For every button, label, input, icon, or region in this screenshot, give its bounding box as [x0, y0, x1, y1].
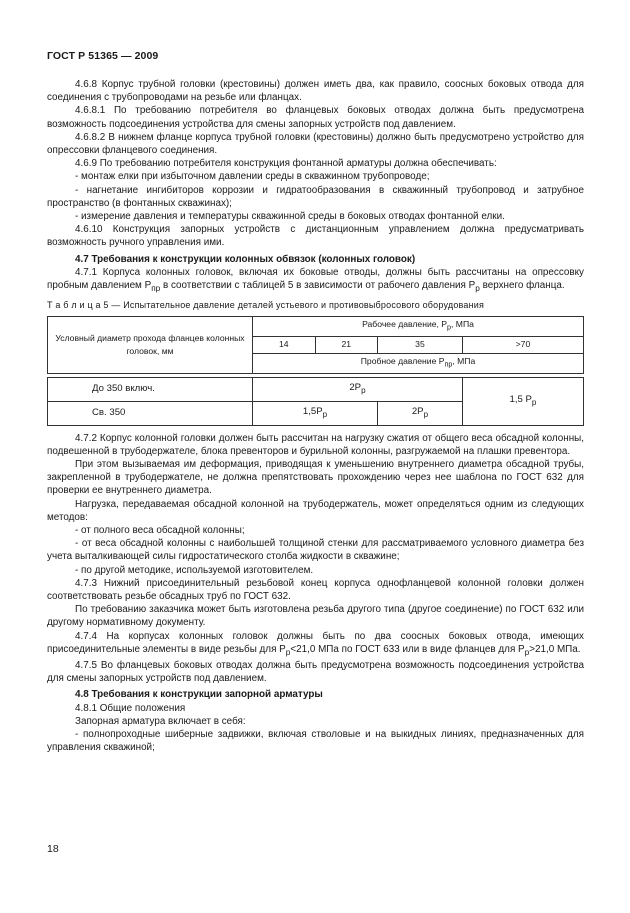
- table-header-cell: >70: [462, 337, 583, 353]
- list-item: - монтаж елки при избыточном давлении среды в скважинном трубопроводе;: [75, 171, 430, 183]
- table-row: [48, 377, 584, 401]
- paragraph: При этом вызываемая им деформация, приводящая к уменьшению внутреннего диаметра обсадной трубы, закрепленной в трубодержателе, не должна препятствовать прохождению через нее шаблона по ГОСТ 632 для проверки ее внутреннего диаметра.: [47, 458, 584, 497]
- table-header-diameter: Условный диаметр прохода фланцев колонных головок, мм: [48, 317, 253, 373]
- table-cell: До 350 включ.: [48, 377, 253, 401]
- table-cell: $2P_р$: [378, 401, 463, 425]
- list-item: - от полного веса обсадной колонны;: [75, 524, 245, 536]
- list-item: - измерение давления и температуры скважинной среды в боковых отводах фонтанной елки.: [75, 211, 505, 223]
- list-item: - по другой методике, используемой изготовителем.: [75, 564, 314, 576]
- paragraph-4-7-5: 4.7.5 Во фланцевых боковых отводах должна быть предусмотрена возможность подсоединения устройства для смены запорных устройств под давлением.: [47, 659, 584, 685]
- paragraph-4-6-9: 4.6.9 По требованию потребителя конструкция фонтанной арматуры должна обеспечивать:: [75, 158, 497, 170]
- list-item: - полнопроходные шиберные задвижки, включая стволовые и на выкидных линиях, предназначенных для управления скважиной;: [47, 728, 584, 754]
- table-header-test-pressure: Пробное давление $Р_{пр}$, МПа: [253, 353, 584, 373]
- table-cell: $1,5P_р$: [253, 401, 378, 425]
- document-body: [47, 78, 584, 754]
- paragraph-4-6-8-1: 4.6.8.1 По требованию потребителя во фланцевых боковых отводах должна быть предусмотрена возможность подсоединения устройства для смены запорных устройств под давлением.: [47, 105, 584, 130]
- page-number: 18: [47, 843, 59, 855]
- paragraph: Нагрузка, передаваемая обсадной колонной на трубодержатель, может определяться одним из следующих методов:: [47, 498, 584, 523]
- section-heading-4-8: 4.8 Требования к конструкции запорной арматуры: [75, 689, 323, 701]
- paragraph-4-7-3: 4.7.3 Нижний присоединительный резьбовой конец корпуса однофланцевой колонной головки должен соответствовать резьбе обсадных труб по ГОСТ 632.: [47, 577, 584, 602]
- paragraph-4-8-1: 4.8.1 Общие положения: [75, 702, 186, 714]
- table-header-cell: 14: [253, 337, 316, 353]
- table-caption: Т а б л и ц а 5 — Испытательное давление деталей устьевого и противовыбросового оборудования: [47, 300, 485, 311]
- paragraph-4-6-10: 4.6.10 Конструкция запорных устройств с дистанционным управлением должна предусматривать возможность ручного управления ими.: [47, 224, 584, 249]
- paragraph-4-7-4: 4.7.4 На корпусах колонных головок должны быть по два соосных боковых отвода, имеющих присоединительные элементы в виде резьбы для $P_р<21,0$ МПа по ГОСТ 633 или в виде фланцев для $P_р>21,0$ МПа.: [47, 630, 584, 657]
- paragraph-4-7-2: 4.7.2 Корпус колонной головки должен быть рассчитан на нагрузку сжатия от общего веса обсадной колонны, подвешенной в трубодержателе, блока превенторов и бурильной колонны, разгружаемой на плашки превентора.: [47, 432, 584, 457]
- table-cell: 1,5 $P_р$: [462, 377, 583, 425]
- table-header-cell: 21: [315, 337, 378, 353]
- list-item: - от веса обсадной колонны с наибольшей толщиной стенки для рассматриваемого условного диаметра без учета выталкивающей силы гидростатического столба жидкости в скважине;: [47, 538, 584, 563]
- paragraph-4-7-1: 4.7.1 Корпуса колонных головок, включая их боковые отводы, должны быть рассчитаны на опрессовку пробным давлением $P_{пр}$ в соответствии с таблицей 5 в зависимости от рабочего давления $P_р$ верхнего фланца.: [47, 266, 584, 294]
- table-header-cell: 35: [378, 337, 463, 353]
- paragraph-4-6-8: 4.6.8 Корпус трубной головки (крестовины) должен иметь два, как правило, соосных боковых отвода для соединения с трубопроводами на резьбе или фланцах.: [47, 79, 584, 104]
- table-header-work-pressure: Рабочее давление, $Р_р$, МПа: [253, 317, 584, 337]
- paragraph: По требованию заказчика может быть изготовлена резьба другого типа (другое соединение) по ГОСТ 632 или другому нормативному документу.: [47, 604, 584, 629]
- page-header: ГОСТ Р 51365 — 2009: [47, 50, 159, 62]
- paragraph: Запорная арматура включает в себя:: [75, 715, 246, 727]
- section-heading-4-7: 4.7 Требования к конструкции колонных обвязок (колонных головок): [75, 253, 416, 265]
- paragraph-4-6-8-2: 4.6.8.2 В нижнем фланце корпуса трубной головки (крестовины) должно быть предусмотрено устройство для опрессовки фланцевого соединения.: [47, 131, 584, 157]
- table-cell: $2P_р$: [253, 377, 463, 401]
- pressure-table: [47, 316, 584, 425]
- list-item: - нагнетание ингибиторов коррозии и гидратообразования в скважинный трубопровод и затрубное пространство (в фонтанных скважинах);: [47, 184, 584, 209]
- table-cell: Св. 350: [48, 401, 253, 425]
